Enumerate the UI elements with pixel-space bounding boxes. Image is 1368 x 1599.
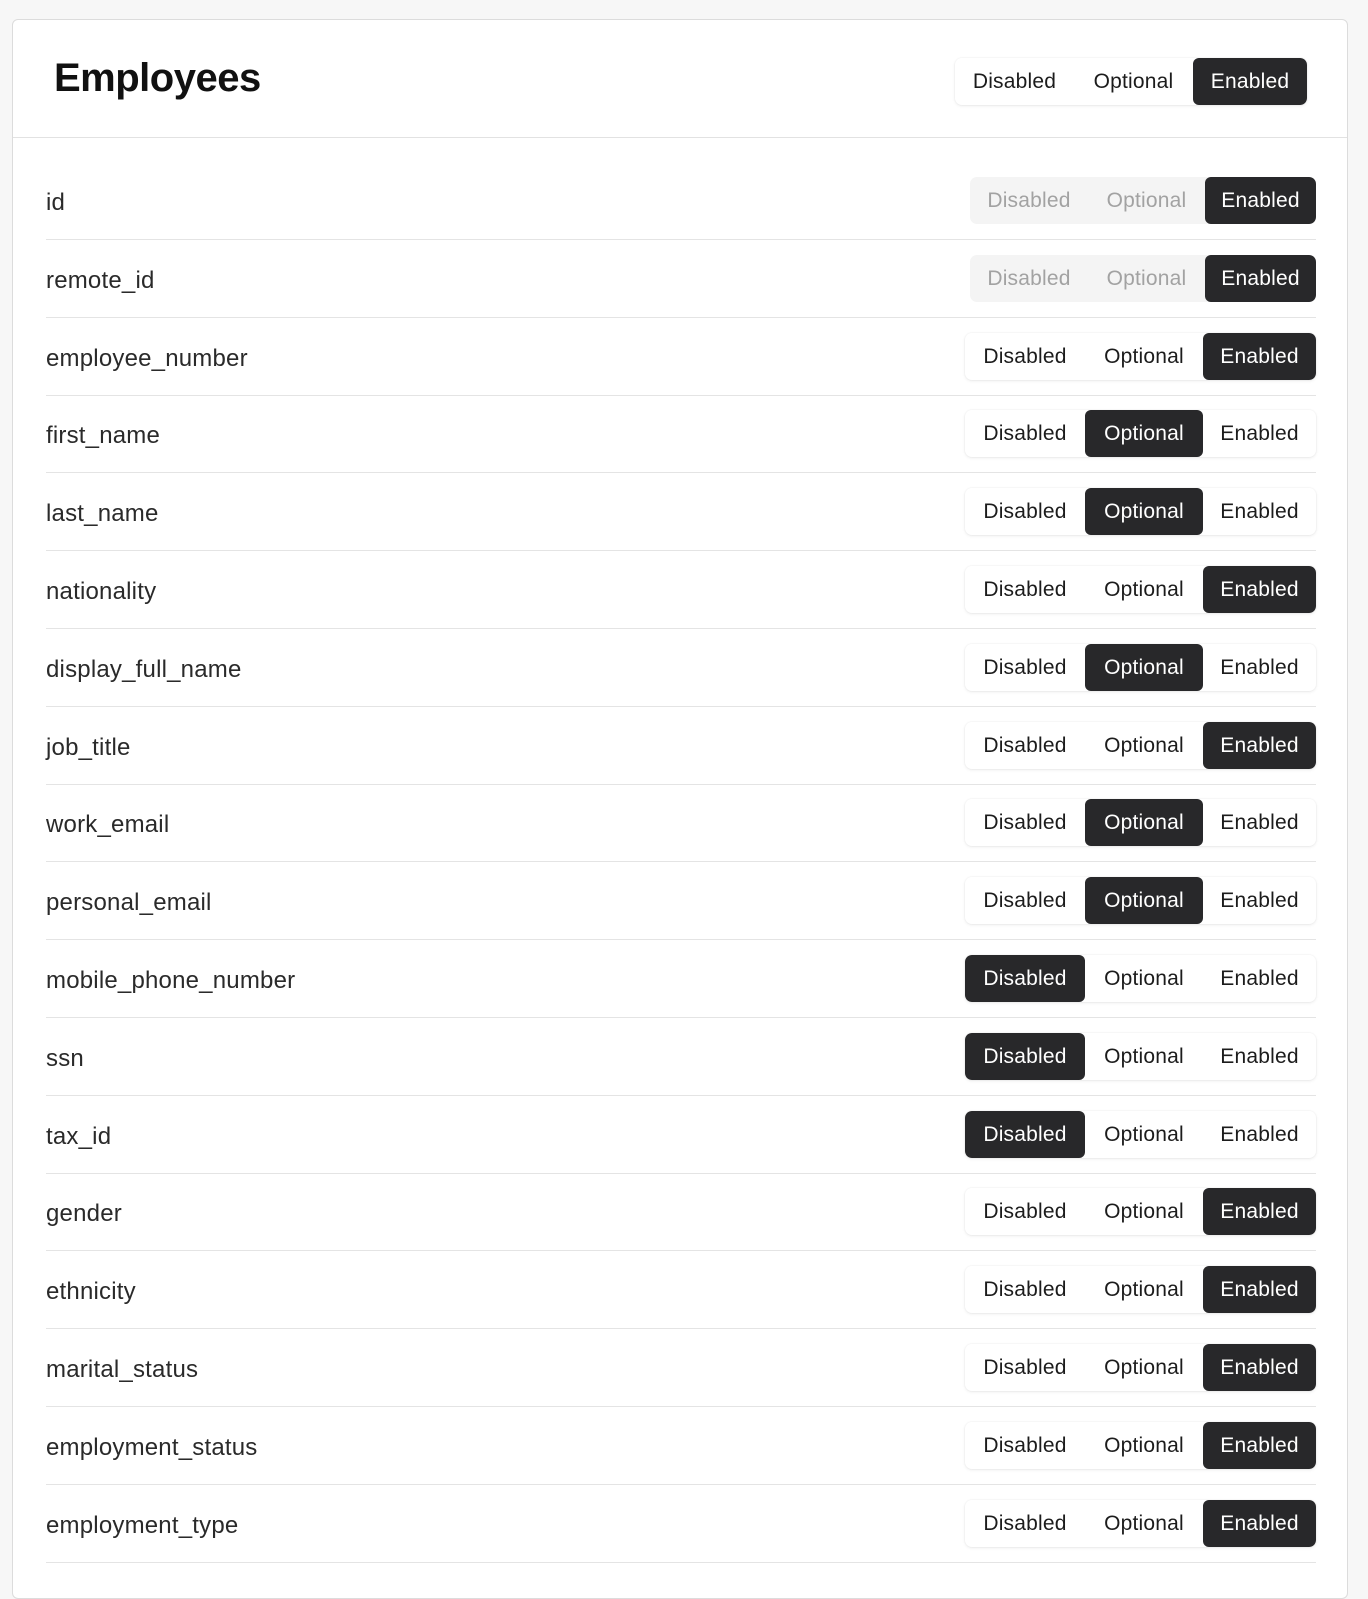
field-row-first-name [46, 396, 1316, 474]
field-label: tax_id [46, 1122, 112, 1150]
field-label: display_full_name [46, 655, 242, 683]
option-optional: Optional [1106, 266, 1187, 290]
card-header [13, 20, 1347, 138]
segmented-control [965, 1422, 1316, 1469]
option-optional[interactable]: Optional [1085, 410, 1203, 457]
segmented-control [970, 255, 1316, 302]
field-label: personal_email [46, 889, 212, 917]
field-row-remote-id [46, 240, 1316, 318]
option-optional[interactable]: Optional [1104, 966, 1184, 990]
option-optional[interactable]: Optional [1085, 799, 1203, 846]
header-option-optional[interactable]: Optional [1093, 70, 1174, 93]
option-optional[interactable]: Optional [1104, 1044, 1184, 1068]
option-disabled[interactable]: Disabled [983, 1433, 1067, 1457]
segmented-control [965, 1266, 1316, 1313]
option-enabled: Enabled [1205, 177, 1316, 224]
option-enabled: Enabled [1205, 255, 1316, 302]
segmented-control [965, 877, 1316, 924]
field-label: job_title [46, 733, 131, 761]
option-enabled[interactable]: Enabled [1203, 1422, 1316, 1469]
field-label: gender [46, 1200, 122, 1228]
field-row-job-title [46, 707, 1316, 785]
segmented-control [965, 955, 1316, 1002]
field-label: mobile_phone_number [46, 966, 296, 994]
field-row-tax-id [46, 1096, 1316, 1174]
field-label: employee_number [46, 344, 248, 372]
option-optional[interactable]: Optional [1104, 1122, 1184, 1146]
option-disabled[interactable]: Disabled [983, 500, 1067, 524]
employees-card [12, 19, 1348, 1599]
field-row-marital-status [46, 1329, 1316, 1407]
field-row-ethnicity [46, 1251, 1316, 1329]
segmented-control [965, 1500, 1316, 1547]
field-row-ssn [46, 1018, 1316, 1096]
option-enabled[interactable]: Enabled [1203, 333, 1316, 380]
field-row-display-full-name [46, 629, 1316, 707]
option-disabled[interactable]: Disabled [983, 1278, 1067, 1302]
option-disabled[interactable]: Disabled [983, 655, 1067, 679]
option-disabled[interactable]: Disabled [983, 422, 1067, 446]
option-enabled[interactable]: Enabled [1203, 1188, 1316, 1235]
option-enabled[interactable]: Enabled [1220, 1122, 1299, 1146]
option-enabled[interactable]: Enabled [1220, 422, 1299, 446]
header-option-disabled[interactable]: Disabled [972, 70, 1057, 93]
option-optional[interactable]: Optional [1085, 877, 1203, 924]
field-label: ssn [46, 1044, 84, 1072]
option-disabled[interactable]: Disabled [983, 1200, 1067, 1224]
option-enabled[interactable]: Enabled [1203, 566, 1316, 613]
option-enabled[interactable]: Enabled [1220, 811, 1299, 835]
option-enabled[interactable]: Enabled [1220, 1044, 1299, 1068]
field-label: nationality [46, 577, 157, 605]
segmented-control [965, 333, 1316, 380]
option-disabled[interactable]: Disabled [965, 955, 1085, 1002]
field-row-last-name [46, 473, 1316, 551]
field-label: marital_status [46, 1355, 199, 1383]
field-row-work-email [46, 785, 1316, 863]
field-label: employment_type [46, 1511, 239, 1539]
option-optional[interactable]: Optional [1104, 577, 1184, 601]
segmented-control [965, 1033, 1316, 1080]
segmented-control [965, 1344, 1316, 1391]
segmented-control [970, 177, 1316, 224]
option-enabled[interactable]: Enabled [1220, 500, 1299, 524]
option-disabled[interactable]: Disabled [983, 344, 1067, 368]
field-row-employee-number [46, 318, 1316, 396]
option-disabled: Disabled [987, 189, 1071, 212]
option-disabled[interactable]: Disabled [983, 577, 1067, 601]
option-enabled[interactable]: Enabled [1203, 1266, 1316, 1313]
option-optional[interactable]: Optional [1104, 1200, 1184, 1224]
segmented-control [965, 488, 1316, 535]
field-list [46, 138, 1316, 1563]
option-disabled[interactable]: Disabled [965, 1033, 1085, 1080]
field-label: work_email [46, 811, 170, 839]
option-disabled[interactable]: Disabled [983, 811, 1067, 835]
header-segmented-control [955, 58, 1307, 105]
option-disabled[interactable]: Disabled [983, 1511, 1067, 1535]
segmented-control [965, 722, 1316, 769]
segmented-control [965, 644, 1316, 691]
field-row-nationality [46, 551, 1316, 629]
option-disabled[interactable]: Disabled [983, 889, 1067, 913]
field-label: first_name [46, 422, 161, 450]
option-disabled[interactable]: Disabled [983, 733, 1067, 757]
page-title: Employees [54, 56, 261, 100]
field-label: id [46, 189, 66, 216]
option-enabled[interactable]: Enabled [1220, 966, 1299, 990]
field-label: last_name [46, 500, 159, 528]
option-optional[interactable]: Optional [1085, 644, 1203, 691]
segmented-control [965, 410, 1316, 457]
field-row-employment-type [46, 1485, 1316, 1563]
option-disabled: Disabled [987, 266, 1071, 290]
segmented-control [965, 1188, 1316, 1235]
option-optional[interactable]: Optional [1104, 1433, 1184, 1457]
option-optional: Optional [1106, 189, 1187, 212]
option-disabled[interactable]: Disabled [965, 1111, 1085, 1158]
option-enabled[interactable]: Enabled [1203, 1500, 1316, 1547]
header-option-enabled[interactable]: Enabled [1193, 58, 1307, 105]
option-enabled[interactable]: Enabled [1203, 1344, 1316, 1391]
option-enabled[interactable]: Enabled [1220, 655, 1299, 679]
option-optional[interactable]: Optional [1104, 1355, 1184, 1379]
field-row-mobile-phone-number [46, 940, 1316, 1018]
segmented-control [965, 799, 1316, 846]
field-label: remote_id [46, 266, 155, 294]
field-label: employment_status [46, 1433, 258, 1461]
option-enabled[interactable]: Enabled [1203, 722, 1316, 769]
field-row-id [46, 138, 1316, 240]
option-optional[interactable]: Optional [1104, 1278, 1184, 1302]
option-disabled[interactable]: Disabled [983, 1355, 1067, 1379]
option-optional[interactable]: Optional [1104, 1511, 1184, 1535]
field-label: ethnicity [46, 1278, 136, 1306]
option-enabled[interactable]: Enabled [1220, 889, 1299, 913]
field-row-personal-email [46, 862, 1316, 940]
field-row-employment-status [46, 1407, 1316, 1485]
option-optional[interactable]: Optional [1104, 733, 1184, 757]
field-row-gender [46, 1174, 1316, 1252]
option-optional[interactable]: Optional [1104, 344, 1184, 368]
option-optional[interactable]: Optional [1085, 488, 1203, 535]
segmented-control [965, 1111, 1316, 1158]
segmented-control [965, 566, 1316, 613]
